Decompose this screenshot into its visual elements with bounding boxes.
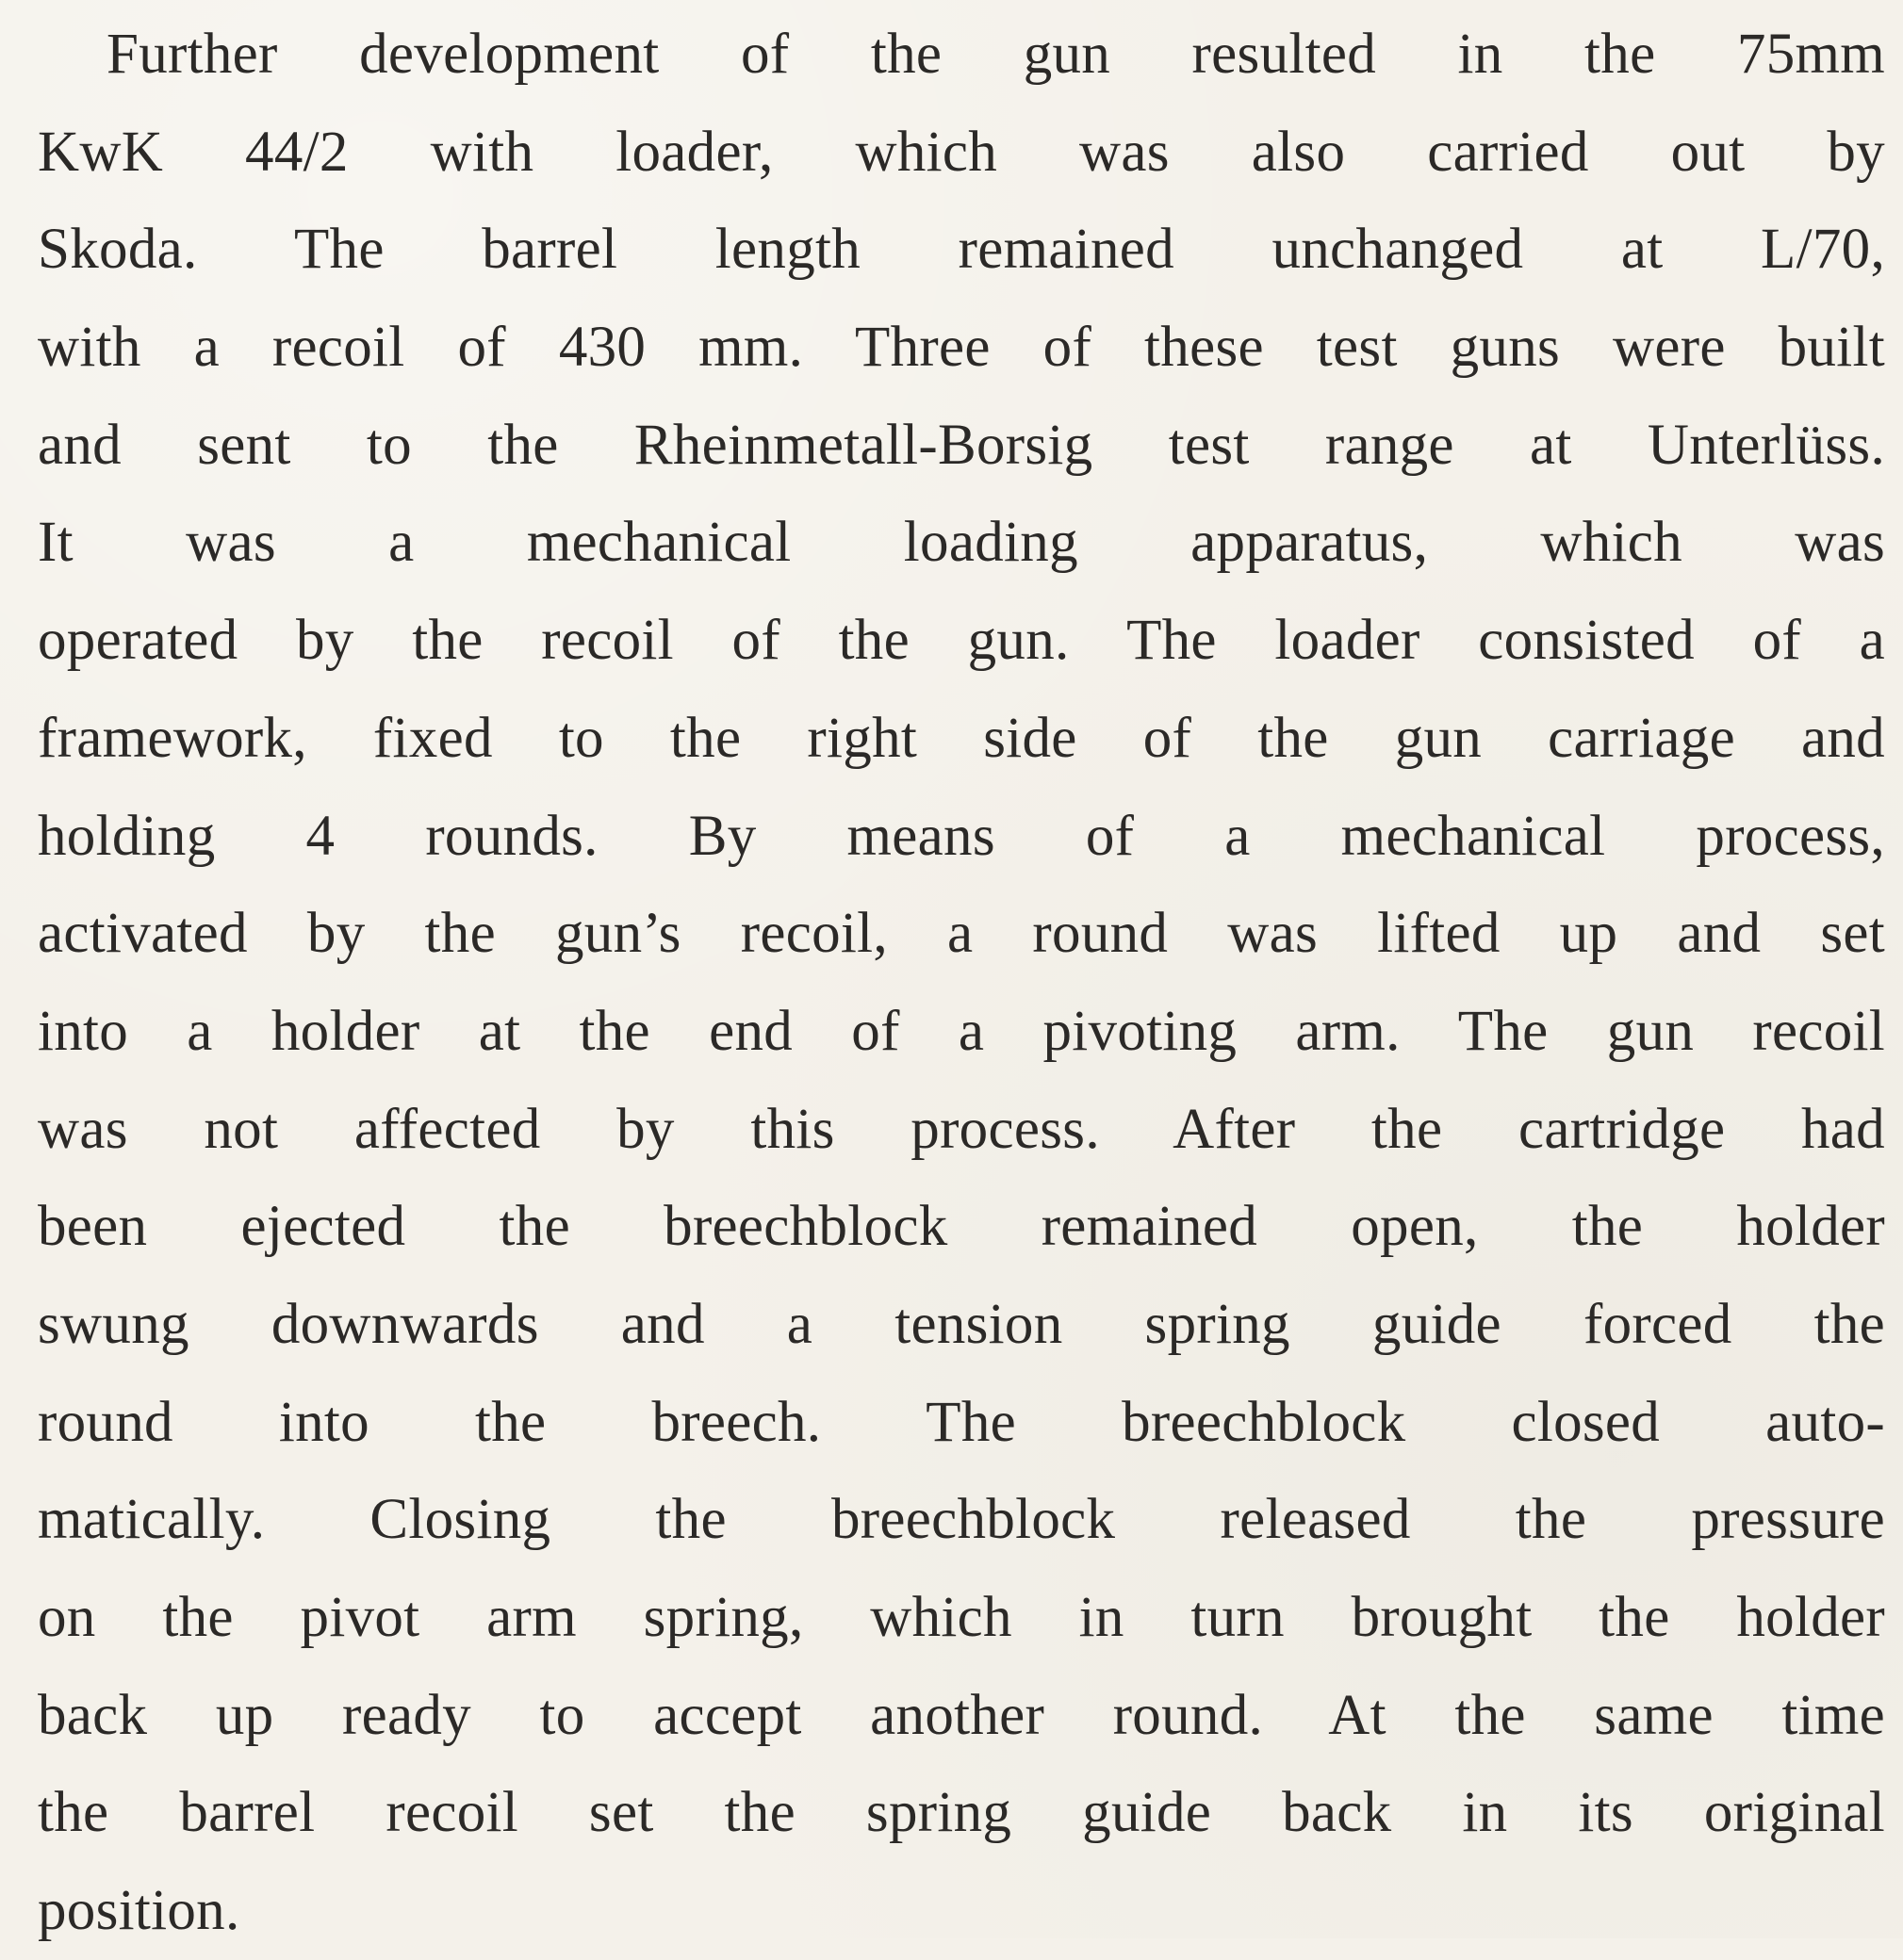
text-line-14: swung downwards and a tension spring guide forced the (38, 1292, 1885, 1356)
text-line-1: Further development of the gun resulted in the 75mm (107, 23, 1885, 86)
text-line-19: the barrel recoil set the spring guide back in its original (38, 1781, 1885, 1845)
text-line-15: round into the breech. The breechblock closed auto- (38, 1390, 1885, 1454)
text-line-9: holding 4 rounds. By means of a mechanical process, (38, 804, 1885, 868)
text-line-8: framework, fixed to the right side of the gun carriage and (38, 706, 1885, 770)
text-line-11: into a holder at the end of a pivoting arm. The gun recoil (38, 999, 1885, 1063)
text-line-17: on the pivot arm spring, which in turn brought the holder (38, 1586, 1885, 1649)
text-line-4: with a recoil of 430 mm. Three of these test guns were built (38, 316, 1885, 380)
text-line-6: It was a mechanical loading apparatus, which was (38, 511, 1885, 575)
text-line-13: been ejected the breechblock remained open, the holder (38, 1195, 1885, 1259)
text-line-18: back up ready to accept another round. At the same time (38, 1683, 1885, 1747)
text-line-7: operated by the recoil of the gun. The loader consisted of a (38, 609, 1885, 673)
text-line-10: activated by the gun’s recoil, a round was lifted up and set (38, 902, 1885, 966)
text-line-2: KwK 44/2 with loader, which was also carried out by (38, 120, 1885, 184)
text-line-12: was not affected by this process. After the cartridge had (38, 1097, 1885, 1161)
text-line-16: matically. Closing the breechblock released the pressure (38, 1488, 1885, 1552)
body-paragraph (38, 6, 1885, 1960)
text-line-20: position. (38, 1879, 240, 1943)
text-line-3: Skoda. The barrel length remained unchanged at L/70, (38, 218, 1885, 282)
text-line-5: and sent to the Rheinmetall-Borsig test range at Unterlüss. (38, 413, 1885, 477)
